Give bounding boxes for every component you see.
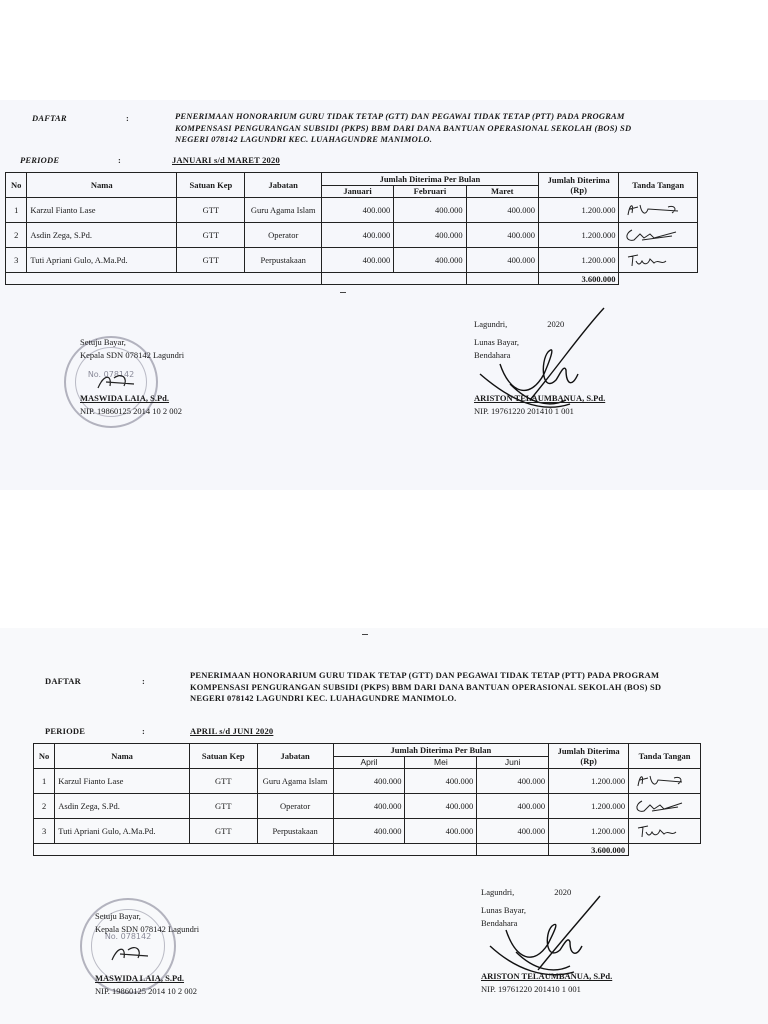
col-per-bulan: Jumlah Diterima Per Bulan: [333, 744, 549, 757]
handwritten-signature: [632, 822, 688, 840]
row-nama: Asdin Zega, S.Pd.: [55, 794, 190, 819]
row-month-value: 400.000: [466, 198, 538, 223]
col-month: Februari: [394, 185, 466, 198]
table-header-row: [34, 744, 701, 757]
total-empty: [629, 844, 701, 856]
col-jumlah-label: Jumlah Diterima: [557, 746, 620, 756]
row-month-value: 400.000: [477, 769, 549, 794]
year-text: 2020: [554, 887, 572, 897]
row-month-value: 400.000: [321, 198, 393, 223]
table-row: [34, 819, 701, 844]
row-jabatan: Operator: [257, 794, 333, 819]
row-no: 2: [6, 223, 27, 248]
table-row: [6, 223, 698, 248]
row-month-value: 400.000: [394, 248, 466, 273]
row-no: 3: [34, 819, 55, 844]
col-month: Mei: [405, 756, 477, 769]
title-line: KOMPENSASI PENGURANGAN SUBSIDI (PKPS) BBM DARI DANA BANTUAN OPERASIONAL SEKOLAH (BOS) SD: [190, 681, 662, 692]
signature-cell: [619, 248, 698, 273]
periode-label: PERIODE: [20, 155, 60, 165]
col-month: Juni: [477, 756, 549, 769]
row-month-value: 400.000: [333, 794, 405, 819]
colon: :: [118, 155, 122, 165]
signatory-name: MASWIDA LAIA, S.Pd.: [95, 973, 185, 983]
row-nama: Asdin Zega, S.Pd.: [27, 223, 177, 248]
headmaster-signature: [108, 942, 158, 966]
table-row: [6, 198, 698, 223]
row-nama: Tuti Apriani Gulo, A.Ma.Pd.: [27, 248, 177, 273]
row-jumlah: 1.200.000: [549, 794, 629, 819]
treasurer-title: Bendahara: [474, 350, 511, 360]
approval-line: Setuju Bayar,: [80, 337, 126, 347]
col-no: No: [6, 173, 27, 198]
total-empty: [619, 273, 698, 285]
approval-title: Kepala SDN 078142 Lagundri: [95, 924, 200, 934]
row-no: 3: [6, 248, 27, 273]
signature-cell: [619, 223, 698, 248]
row-no: 1: [6, 198, 27, 223]
row-month-value: 400.000: [466, 223, 538, 248]
row-satuan: GTT: [177, 248, 245, 273]
row-jumlah: 1.200.000: [538, 223, 619, 248]
row-no: 1: [34, 769, 55, 794]
speck: [362, 634, 368, 635]
row-month-value: 400.000: [405, 794, 477, 819]
honorarium-table: [33, 743, 701, 856]
row-jabatan: Operator: [245, 223, 321, 248]
treasurer-title: Bendahara: [481, 918, 518, 928]
signatory-name: ARISTON TELAUMBANUA, S.Pd.: [481, 971, 613, 981]
signatory-nip: NIP. 19860125 2014 10 2 002: [80, 406, 183, 416]
signatory-name: MASWIDA LAIA, S.Pd.: [80, 393, 170, 403]
total-empty: [321, 273, 466, 285]
handwritten-signature: [622, 201, 682, 219]
col-ttd: Tanda Tangan: [619, 173, 698, 198]
row-satuan: GTT: [189, 819, 257, 844]
total-empty: [477, 844, 549, 856]
col-jumlah-unit: (Rp): [570, 185, 587, 195]
row-satuan: GTT: [177, 198, 245, 223]
title-line: KOMPENSASI PENGURANGAN SUBSIDI (PKPS) BBM DARI DANA BANTUAN OPERASIONAL SEKOLAH (BOS) SD: [175, 122, 632, 133]
signatory-nip: NIP. 19761220 201410 1 001: [474, 406, 574, 416]
col-no: No: [34, 744, 55, 769]
table-total-row: [34, 844, 701, 856]
approval-line: Setuju Bayar,: [95, 911, 141, 921]
row-month-value: 400.000: [405, 819, 477, 844]
col-jumlah: [538, 173, 619, 198]
handwritten-signature: [632, 772, 688, 790]
table-row: [34, 769, 701, 794]
row-jabatan: Perpustakaan: [257, 819, 333, 844]
row-jabatan: Perpustakaan: [245, 248, 321, 273]
row-month-value: 400.000: [405, 769, 477, 794]
stamp-text: No. 078142: [104, 932, 152, 941]
col-jabatan: Jabatan: [257, 744, 333, 769]
row-satuan: GTT: [189, 769, 257, 794]
col-nama: Nama: [55, 744, 190, 769]
table-header-row: [6, 173, 698, 186]
row-month-value: 400.000: [321, 223, 393, 248]
table-row: [34, 794, 701, 819]
colon: :: [142, 726, 146, 736]
row-nama: Tuti Apriani Gulo, A.Ma.Pd.: [55, 819, 190, 844]
row-jabatan: Guru Agama Islam: [257, 769, 333, 794]
stamp-text: No. 078142: [87, 370, 135, 379]
row-jumlah: 1.200.000: [538, 248, 619, 273]
row-month-value: 400.000: [333, 769, 405, 794]
title-line: PENERIMAAN HONORARIUM GURU TIDAK TETAP (GTT) DAN PEGAWAI TIDAK TETAP (PTT) PADA PROGRAM: [175, 111, 625, 121]
row-month-value: 400.000: [394, 223, 466, 248]
total-empty: [6, 273, 322, 285]
row-jumlah: 1.200.000: [538, 198, 619, 223]
row-jabatan: Guru Agama Islam: [245, 198, 321, 223]
honorarium-table: [5, 172, 698, 285]
row-satuan: GTT: [189, 794, 257, 819]
table-row: [6, 248, 698, 273]
left-signature-block: [80, 336, 184, 362]
total-empty: [34, 844, 334, 856]
row-month-value: 400.000: [477, 794, 549, 819]
row-month-value: 400.000: [321, 248, 393, 273]
document-title: [190, 670, 710, 705]
row-month-value: 400.000: [394, 198, 466, 223]
row-nama: Karzul Fianto Lase: [27, 198, 177, 223]
col-jumlah: [549, 744, 629, 769]
total-empty: [333, 844, 477, 856]
col-jumlah-unit: (Rp): [580, 756, 597, 766]
signatory-name: ARISTON TELAUMBANUA, S.Pd.: [474, 393, 606, 403]
row-jumlah: 1.200.000: [549, 819, 629, 844]
signature-cell: [629, 819, 701, 844]
left-signatory: [95, 972, 197, 998]
table-total-row: [6, 273, 698, 285]
paid-line: Lunas Bayar,: [474, 337, 519, 347]
paid-line: Lunas Bayar,: [481, 905, 526, 915]
right-signatory: [474, 392, 605, 418]
periode-value: APRIL s/d JUNI 2020: [190, 726, 274, 736]
colon: :: [126, 113, 130, 123]
row-month-value: 400.000: [477, 819, 549, 844]
col-month: Januari: [321, 185, 393, 198]
colon: :: [142, 676, 146, 686]
document-title: [175, 111, 695, 146]
left-signature-block: [95, 910, 199, 936]
row-month-value: 400.000: [333, 819, 405, 844]
total-value: 3.600.000: [549, 844, 629, 856]
title-line: NEGERI 078142 LAGUNDRI KEC. LUAHAGUNDRE MANIMOLO.: [175, 134, 433, 144]
signature-cell: [619, 198, 698, 223]
handwritten-signature: [622, 251, 682, 269]
signatory-nip: NIP. 19860125 2014 10 2 002: [95, 986, 198, 996]
col-satuan: Satuan Kep: [177, 173, 245, 198]
row-nama: Karzul Fianto Lase: [55, 769, 190, 794]
col-satuan: Satuan Kep: [189, 744, 257, 769]
headmaster-signature: [94, 370, 144, 394]
title-line: PENERIMAAN HONORARIUM GURU TIDAK TETAP (GTT) DAN PEGAWAI TIDAK TETAP (PTT) PADA PROGRAM: [190, 670, 660, 680]
col-nama: Nama: [27, 173, 177, 198]
row-satuan: GTT: [177, 223, 245, 248]
daftar-label: DAFTAR: [45, 676, 81, 686]
col-jumlah-label: Jumlah Diterima: [547, 175, 610, 185]
handwritten-signature: [622, 226, 682, 244]
handwritten-signature: [632, 797, 688, 815]
document-sheet-2: [0, 628, 768, 1024]
signature-cell: [629, 769, 701, 794]
approval-title: Kepala SDN 078142 Lagundri: [80, 350, 185, 360]
col-month: Maret: [466, 185, 538, 198]
total-value: 3.600.000: [538, 273, 619, 285]
right-signatory: [481, 970, 612, 996]
year-text: 2020: [547, 319, 565, 329]
left-signatory: [80, 392, 182, 418]
speck: [340, 292, 346, 293]
daftar-label: DAFTAR: [32, 113, 67, 123]
title-line: NEGERI 078142 LAGUNDRI KEC. LUAHAGUNDRE MANIMOLO.: [190, 693, 457, 703]
col-jabatan: Jabatan: [245, 173, 321, 198]
signatory-nip: NIP. 19761220 201410 1 001: [481, 984, 581, 994]
row-no: 2: [34, 794, 55, 819]
col-ttd: Tanda Tangan: [629, 744, 701, 769]
place-text: Lagundri,: [474, 319, 508, 329]
row-month-value: 400.000: [466, 248, 538, 273]
periode-value: JANUARI s/d MARET 2020: [172, 155, 280, 165]
signature-cell: [629, 794, 701, 819]
col-month: April: [333, 756, 405, 769]
row-jumlah: 1.200.000: [549, 769, 629, 794]
col-per-bulan: Jumlah Diterima Per Bulan: [321, 173, 538, 186]
place-text: Lagundri,: [481, 887, 515, 897]
periode-label: PERIODE: [45, 726, 86, 736]
document-sheet-1: [0, 100, 768, 490]
total-empty: [466, 273, 538, 285]
